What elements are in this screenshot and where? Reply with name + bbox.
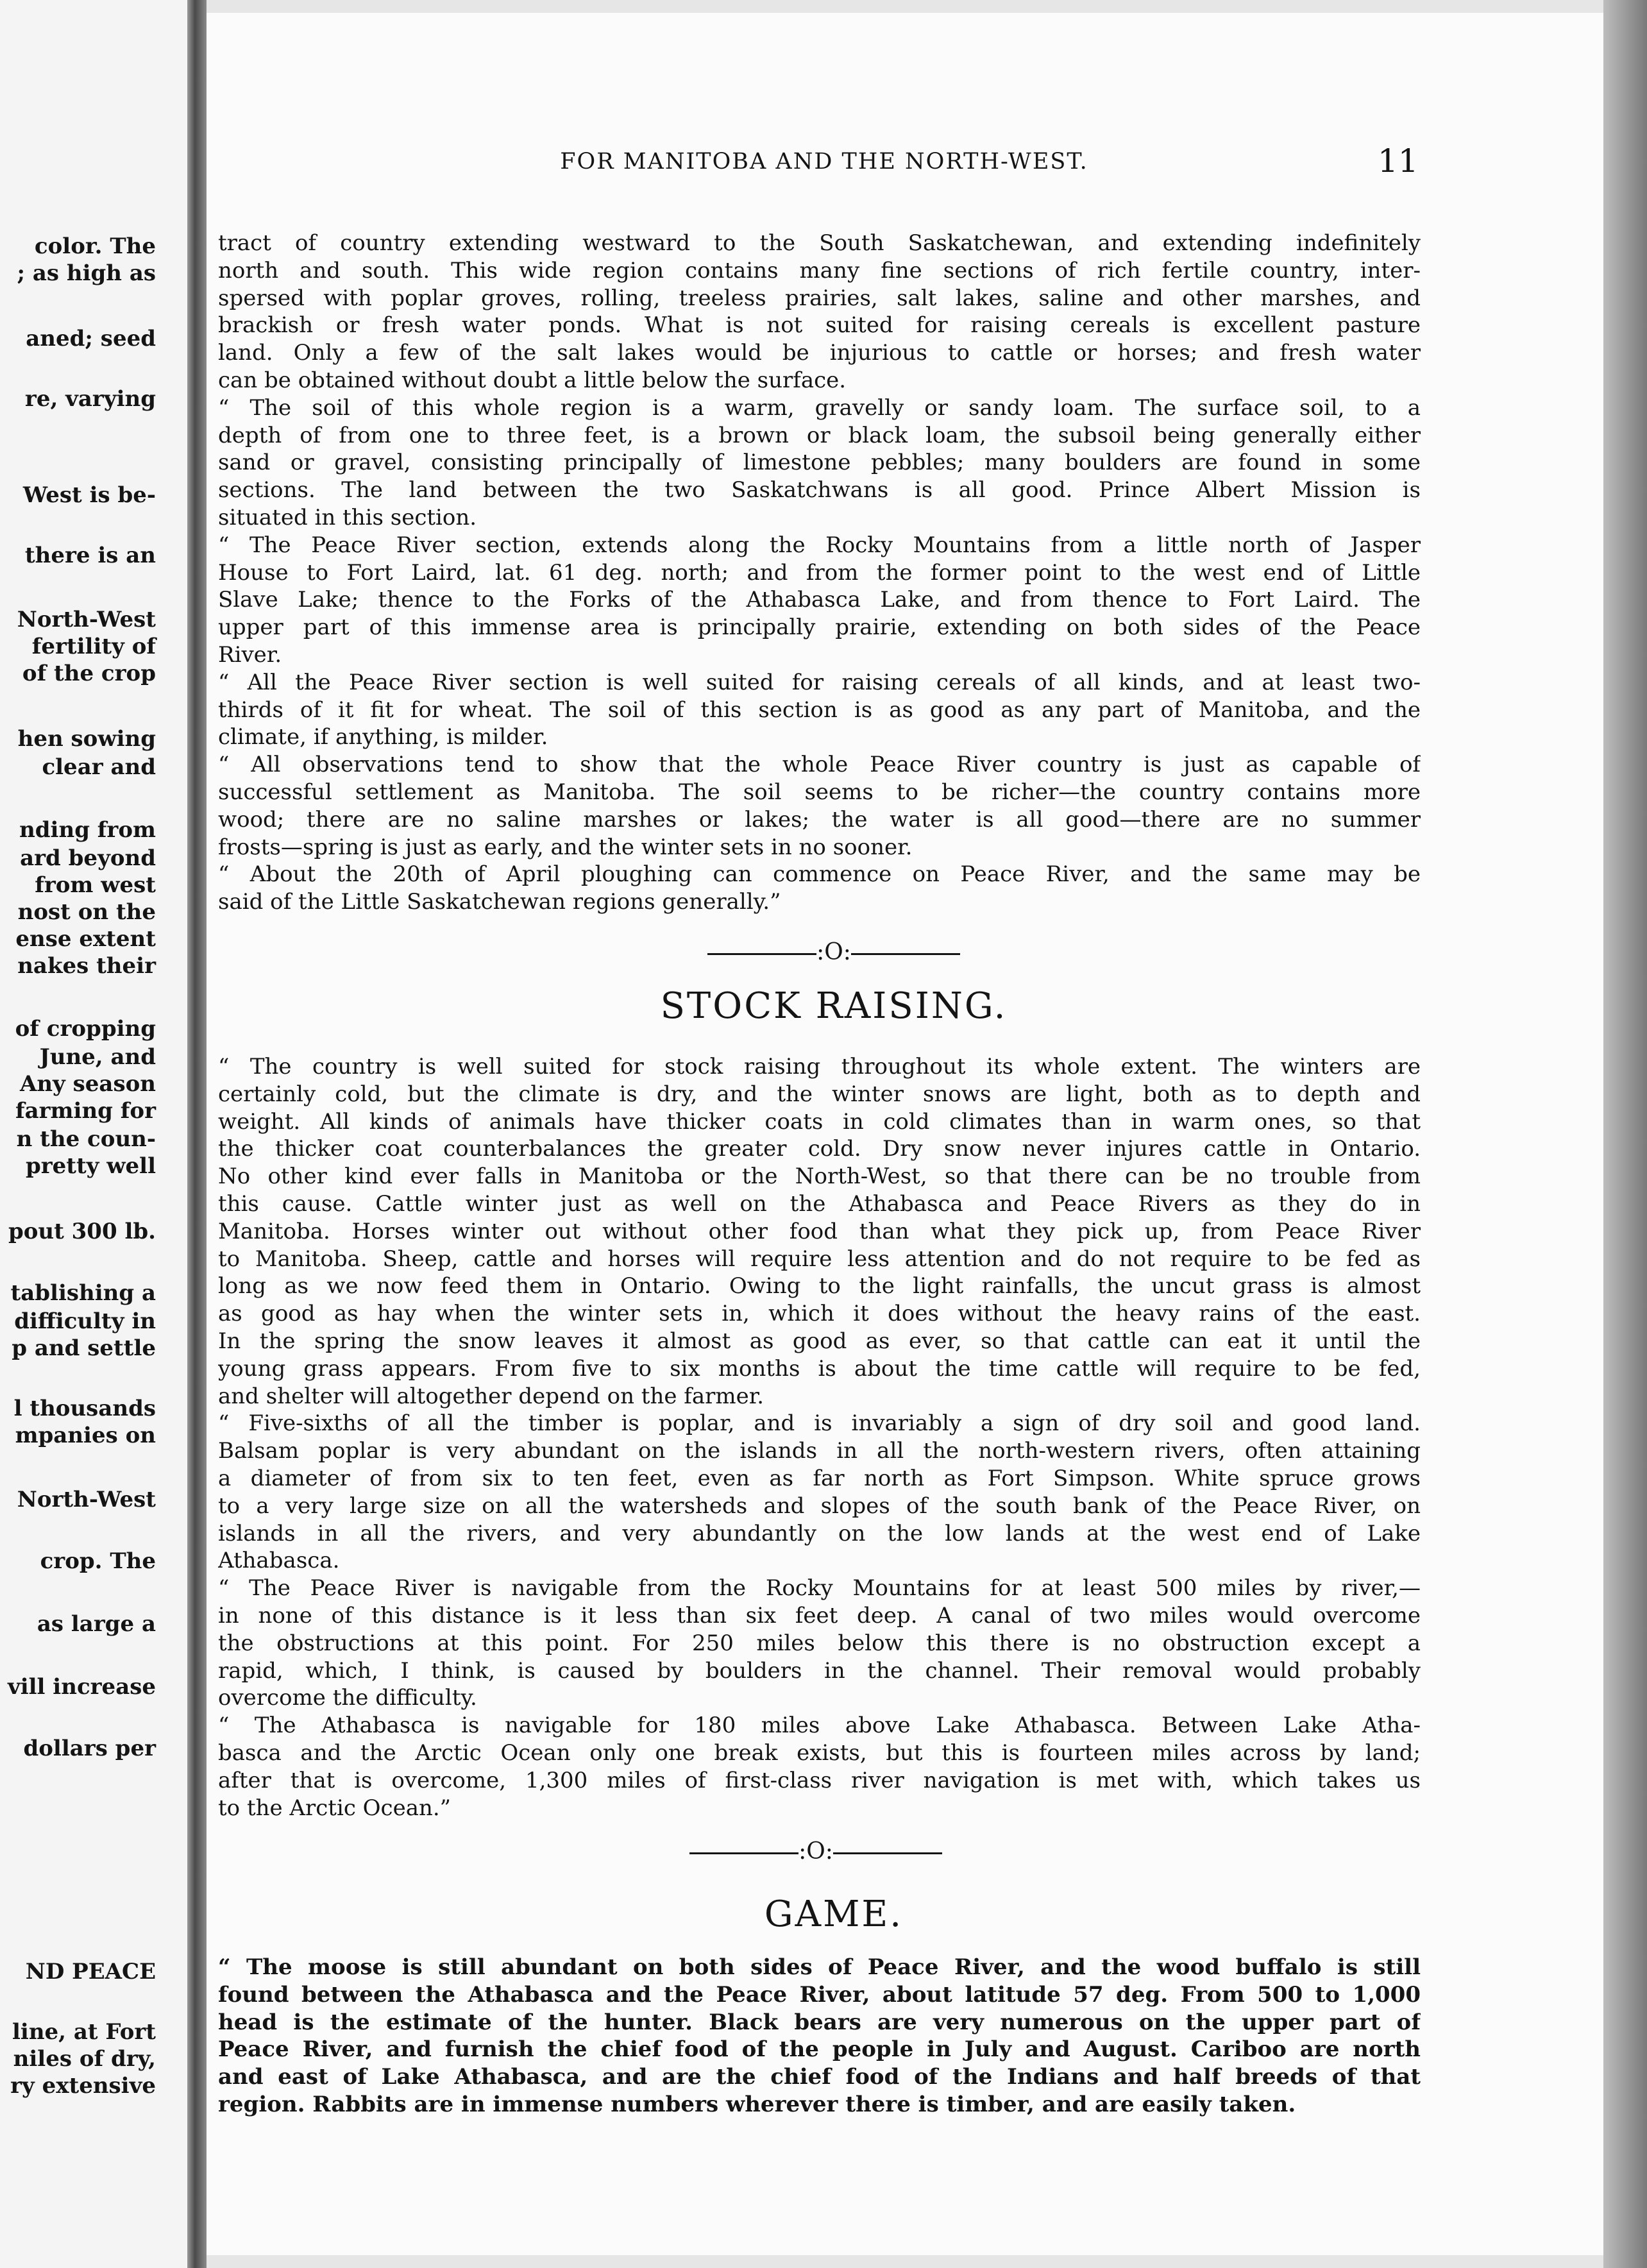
divider-mark: :O: <box>816 939 851 965</box>
game-section <box>218 1954 1421 2119</box>
text-line: Balsam poplar is very abundant on the islands in all the north-western rivers, often attaining <box>218 1438 1421 1464</box>
text-line: young grass appears. From five to six months is about the time cattle will require to be fed, <box>218 1355 1421 1382</box>
divider-mark: :O: <box>798 1838 833 1865</box>
facing-page-fragment: crop. The <box>40 1548 156 1574</box>
facing-page-fragment: mpanies on <box>15 1423 156 1448</box>
paragraph <box>218 1575 1421 1712</box>
text-line: “ The soil of this whole region is a warm, gravelly or sandy loam. The surface soil, to a <box>218 394 1421 421</box>
facing-page-fragment: line, at Fort <box>12 2019 156 2045</box>
text-line: No other kind ever falls in Manitoba or the North-West, so that there can be no trouble from <box>218 1164 1421 1190</box>
facing-page-fragment: niles of dry, <box>13 2046 156 2072</box>
stock-raising-heading: STOCK RAISING. <box>660 985 1008 1027</box>
divider-rule-left <box>707 953 816 955</box>
facing-page-fragment: of cropping <box>15 1016 156 1042</box>
facing-page-fragment: tablishing a <box>10 1280 156 1306</box>
game-heading: GAME. <box>764 1893 904 1935</box>
facing-page-fragment: p and settle <box>12 1335 156 1361</box>
facing-page-fragment: n the coun- <box>16 1126 156 1152</box>
text-line: as good as hay when the winter sets in, which it does without the heavy rains of the east. <box>218 1301 1421 1327</box>
facing-page-fragment: ry extensive <box>10 2073 156 2099</box>
intro-section <box>218 230 1421 916</box>
text-line: climate, if anything, is milder. <box>218 724 548 750</box>
text-line: “ The Peace River section, extends along the Rocky Mountains from a little north of Jasper <box>218 532 1421 558</box>
paragraph <box>218 861 1421 916</box>
paragraph <box>218 1410 1421 1575</box>
facing-page-fragment: farming for <box>15 1098 156 1124</box>
text-line: to the Arctic Ocean.” <box>218 1795 452 1821</box>
text-line: thirds of it fit for wheat. The soil of this section is as good as any part of Manitoba, and the <box>218 697 1421 723</box>
text-line: “ The Peace River is navigable from the Rocky Mountains for at least 500 miles by river,— <box>218 1575 1421 1602</box>
text-line: head is the estimate of the hunter. Black bears are very numerous on the upper part of <box>218 2009 1421 2035</box>
text-line: upper part of this immense area is principally prairie, extending on both sides of the Peace <box>218 614 1421 641</box>
facing-page-fragment: North-West <box>17 607 156 632</box>
facing-page-fragment: Any season <box>19 1071 156 1097</box>
facing-page-fragment: ; as high as <box>17 260 156 286</box>
paragraph <box>218 230 1421 394</box>
text-line: wood; there are no saline marshes or lakes; the water is all good—there are no summer <box>218 806 1421 833</box>
facing-page-fragment: ND PEACE <box>25 1959 156 1985</box>
facing-page-fragment: ense extent <box>15 926 156 952</box>
divider-rule-left <box>689 1852 798 1854</box>
facing-page-fragment: clear and <box>42 754 156 780</box>
text-line: “ The country is well suited for stock raising throughout its whole extent. The winters are <box>218 1054 1421 1079</box>
text-line: sections. The land between the two Saskatchwans is all good. Prince Albert Mission is <box>218 477 1421 504</box>
page-number: 11 <box>1378 142 1419 180</box>
paragraph <box>218 532 1421 669</box>
paragraph <box>218 1053 1421 1410</box>
facing-page-fragment: fertility of <box>31 634 156 659</box>
text-line: and east of Lake Athabasca, and are the chief food of the Indians and half breeds of that <box>218 2064 1421 2090</box>
facing-page-fragment: nost on the <box>17 899 156 925</box>
facing-page-fragment: ard beyond <box>20 845 156 871</box>
text-line: land. Only a few of the salt lakes would be injurious to cattle or horses; and fresh water <box>218 340 1421 366</box>
text-line: brackish or fresh water ponds. What is not suited for raising cereals is excellent pasture <box>218 312 1421 339</box>
paragraph <box>218 1712 1421 1822</box>
text-line: “ The moose is still abundant on both sides of Peace River, and the wood buffalo is still <box>218 1954 1421 1980</box>
paragraph <box>218 394 1421 532</box>
facing-page-fragment: pretty well <box>25 1153 156 1179</box>
book-gutter <box>187 0 207 2268</box>
text-line: to Manitoba. Sheep, cattle and horses will require less attention and do not require to be fed as <box>218 1246 1421 1272</box>
text-line: “ Five-sixths of all the timber is poplar, and is invariably a sign of dry soil and good land. <box>218 1410 1421 1437</box>
text-line: In the spring the snow leaves it almost as good as ever, so that cattle can eat it until the <box>218 1328 1421 1354</box>
text-line: House to Fort Laird, lat. 61 deg. north; and from the former point to the west end of Little <box>218 559 1421 586</box>
text-line: Athabasca. <box>218 1548 340 1574</box>
text-line: situated in this section. <box>218 504 477 530</box>
facing-page-fragment: as large a <box>37 1611 156 1637</box>
facing-page-fragment: color. The <box>34 233 156 259</box>
facing-page-fragment: North-West <box>17 1487 156 1512</box>
facing-page-fragment: nakes their <box>17 953 156 979</box>
page-edge <box>1603 0 1647 2268</box>
facing-page-fragment: there is an <box>24 543 156 568</box>
text-line: long as we now feed them in Ontario. Owing to the light rainfalls, the uncut grass is almost <box>218 1273 1421 1299</box>
text-line: basca and the Arctic Ocean only one break exists, but this is fourteen miles across by land; <box>218 1739 1421 1766</box>
facing-page-fragment: difficulty in <box>14 1308 156 1334</box>
text-line: overcome the difficulty. <box>218 1685 477 1711</box>
text-line: frosts—spring is just as early, and the winter sets in no sooner. <box>218 834 913 860</box>
facing-page-fragment: re, varying <box>24 386 156 412</box>
text-line: found between the Athabasca and the Peace River, about latitude 57 deg. From 500 to 1,000 <box>218 1981 1421 2008</box>
facing-page-fragment: pout 300 lb. <box>8 1219 156 1244</box>
text-line: Slave Lake; thence to the Forks of the Athabasca Lake, and from thence to Fort Laird. The <box>218 587 1421 613</box>
text-line: weight. All kinds of animals have thicker coats in cold climates than in warm ones, so that <box>218 1108 1421 1135</box>
text-line: islands in all the rivers, and very abundantly on the low lands at the west end of Lake <box>218 1520 1421 1546</box>
text-line: successful settlement as Manitoba. The soil seems to be richer—the country contains more <box>218 779 1421 805</box>
paragraph <box>218 751 1421 861</box>
text-line: in none of this distance is it less than six feet deep. A canal of two miles would overcome <box>218 1602 1421 1629</box>
facing-page-fragment: vill increase <box>7 1674 156 1700</box>
facing-page-fragment: of the crop <box>22 661 156 686</box>
facing-page-fragment: West is be- <box>22 482 156 508</box>
facing-page-fragment: l thousands <box>13 1396 156 1421</box>
text-line: Manitoba. Horses winter out without other food than what they pick up, from Peace River <box>218 1218 1421 1244</box>
divider-rule-right <box>833 1852 942 1854</box>
facing-page-strip <box>0 0 196 2268</box>
stock-raising-section <box>218 1053 1421 1822</box>
facing-page-fragment: hen sowing <box>17 726 156 752</box>
text-line: tract of country extending westward to the South Saskatchewan, and extending indefinitely <box>218 230 1421 256</box>
text-line: and shelter will altogether depend on the farmer. <box>218 1383 764 1409</box>
text-line: sand or gravel, consisting principally of limestone pebbles; many boulders are found in some <box>218 450 1421 476</box>
facing-page-fragment: from west <box>35 872 156 898</box>
text-line: River. <box>218 641 282 668</box>
text-line: certainly cold, but the climate is dry, and the winter snows are light, both as to depth and <box>218 1081 1421 1107</box>
facing-page-fragment: June, and <box>39 1044 156 1070</box>
text-line: rapid, which, I think, is caused by boulders in the channel. Their removal would probably <box>218 1657 1421 1684</box>
text-line: the obstructions at this point. For 250 miles below this there is no obstruction except a <box>218 1630 1421 1656</box>
text-line: this cause. Cattle winter just as well on the Athabasca and Peace Rivers as they do in <box>218 1190 1421 1217</box>
text-line: after that is overcome, 1,300 miles of first-class river navigation is met with, which takes us <box>218 1767 1421 1793</box>
facing-page-fragment: dollars per <box>23 1736 156 1761</box>
text-line: to a very large size on all the watersheds and slopes of the south bank of the Peace River, on <box>218 1493 1421 1519</box>
paragraph <box>218 669 1421 751</box>
text-line: “ The Athabasca is navigable for 180 miles above Lake Athabasca. Between Lake Atha- <box>218 1713 1421 1739</box>
text-line: said of the Little Saskatchewan regions generally.” <box>218 889 781 915</box>
text-line: region. Rabbits are in immense numbers wherever there is timber, and are easily taken. <box>218 2091 1296 2117</box>
section-divider-2 <box>681 1838 950 1865</box>
text-line: Peace River, and furnish the chief food of the people in July and August. Cariboo are north <box>218 2036 1421 2063</box>
running-head: FOR MANITOBA AND THE NORTH-WEST. <box>560 149 1088 174</box>
text-line: “ All the Peace River section is well suited for raising cereals of all kinds, and at least two- <box>218 669 1421 695</box>
section-divider <box>699 939 968 965</box>
facing-page-fragment: nding from <box>19 817 156 843</box>
text-line: “ About the 20th of April ploughing can commence on Peace River, and the same may be <box>218 861 1421 888</box>
text-line: a diameter of from six to ten feet, even as far north as Fort Simpson. White spruce grows <box>218 1465 1421 1491</box>
text-line: spersed with poplar groves, rolling, treeless prairies, salt lakes, saline and other marshes, and <box>218 285 1421 311</box>
text-line: the thicker coat counterbalances the greater cold. Dry snow never injures cattle in Ontario. <box>218 1136 1421 1162</box>
text-line: can be obtained without doubt a little below the surface. <box>218 367 847 393</box>
text-line: north and south. This wide region contains many fine sections of rich fertile country, inter- <box>218 257 1421 284</box>
text-line: “ All observations tend to show that the whole Peace River country is just as capable of <box>218 752 1421 778</box>
text-line: depth of from one to three feet, is a brown or black loam, the subsoil being generally either <box>218 422 1421 448</box>
paragraph <box>218 1954 1421 2119</box>
facing-page-fragment: aned; seed <box>26 326 156 351</box>
divider-rule-right <box>851 953 960 955</box>
